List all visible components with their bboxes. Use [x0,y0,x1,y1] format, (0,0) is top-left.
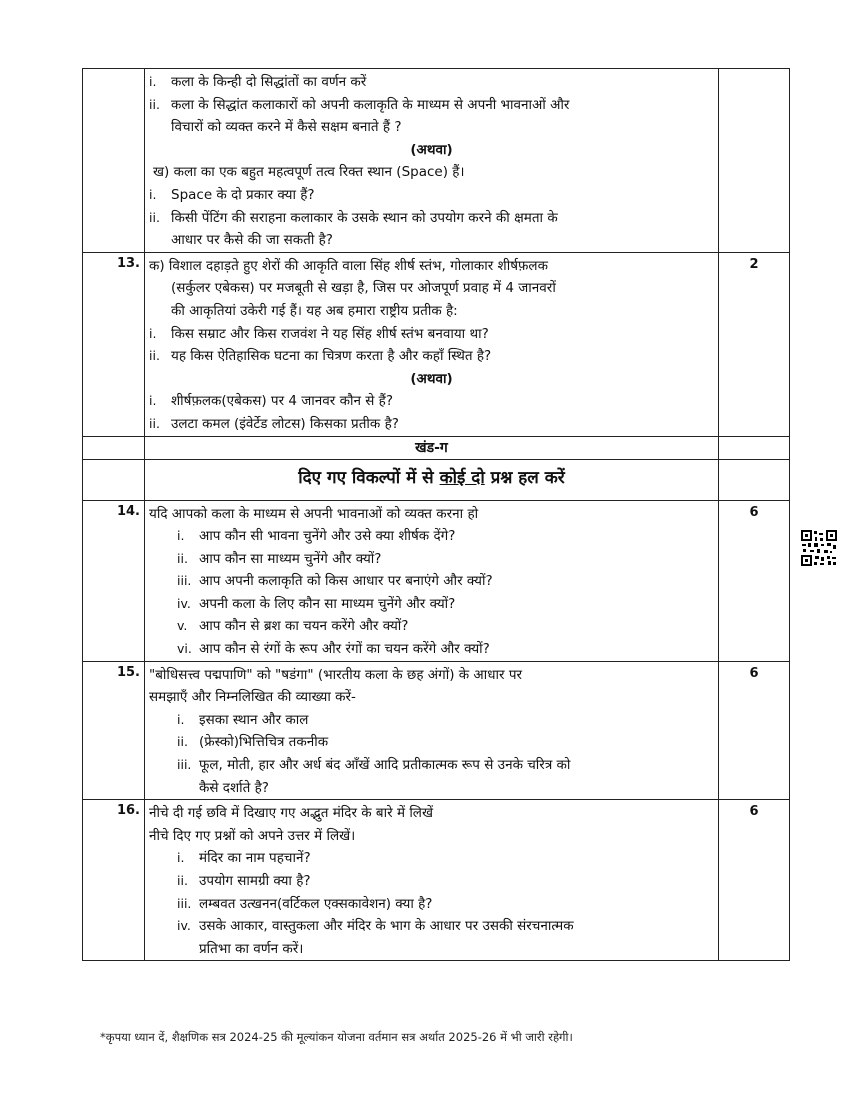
item-continuation: विचारों को व्यक्त करने में कैसे सक्षम बनाते हैं ? [171,119,402,136]
item-text: उलटा कमल (इंवेर्टेड लोटस) किसका प्रतीक है? [171,415,399,432]
empty-cell [83,459,145,500]
question-number: 14. [83,500,145,661]
question-number [83,69,145,253]
item-roman: ii. [149,209,160,225]
marks-cell: 2 [719,252,790,436]
item-text: आप कौन से रंगों के रूप और रंगों का चयन करेंगे और क्यों? [199,641,490,658]
item-text: मंदिर का नाम पहचानें? [199,850,311,867]
question-number: 15. [83,661,145,800]
marks-cell [719,69,790,253]
instruction-pre: दिए गए विकल्पों में से [298,467,440,488]
instruction-text [145,459,719,500]
question-number: 16. [83,800,145,961]
intro-line: "बोधिसत्त्व पद्मपाणि" को "षडंगा" (भारतीय कला के छह अंगों) के आधार पर [149,666,523,683]
instruction-post: प्रश्न हल करें [484,467,565,488]
question-row-15 [83,661,790,800]
question-body [145,69,719,253]
item-text: आप कौन सी भावना चुनेंगे और उसे क्या शीर्षक देंगे? [199,528,456,545]
item-roman: ii. [149,348,160,364]
instruction-row [83,459,790,500]
item-text: आप कौन सा माध्यम चुनेंगे और क्यों? [199,550,382,567]
item-text: अपनी कला के लिए कौन सा माध्यम चुनेंगे और क्यों? [199,595,456,612]
intro-line: नीचे दिए गए प्रश्नों को अपने उत्तर में लिखें। [149,827,356,844]
item-roman: iii. [177,757,192,773]
item-roman: iv. [177,595,191,611]
item-roman: i. [177,711,185,727]
item-continuation: प्रतिभा का वर्णन करें। [199,940,304,957]
marks-cell: 6 [719,800,790,961]
item-roman: i. [149,186,157,202]
intro-line: नीचे दी गई छवि में दिखाए गए अद्भुत मंदिर के बारे में लिखें [149,805,434,822]
item-roman: i. [149,393,157,409]
item-roman: vi. [177,641,192,657]
item-text: शीर्षफ़लक(एबेकस) पर 4 जानवर कौन से हैं? [171,393,393,410]
item-roman: i. [149,74,157,89]
item-roman: ii. [149,96,160,112]
item-text: आप कौन से ब्रश का चयन करेंगे और क्यों? [199,618,409,635]
question-body [145,800,719,961]
item-text: कला के सिद्धांत कलाकारों को अपनी कलाकृति के माध्यम से अपनी भावनाओं और [171,96,570,113]
item-roman: v. [177,618,188,634]
question-table [82,68,790,961]
section-title: खंड-ग [145,436,719,459]
intro-line: क) विशाल दहाड़ते हुए शेरों की आकृति वाला सिंह शीर्ष स्तंभ, गोलाकार शीर्षफ़लक [149,257,548,274]
item-text: कला के किन्ही दो सिद्धांतों का वर्णन करें [171,74,367,90]
intro-line: (सर्कुलर एबेकस) पर मजबूती से खड़ा है, जिस पर ओजपूर्ण प्रवाह में 4 जानवरों [171,280,556,297]
intro-line: यदि आपको कला के माध्यम से अपनी भावनाओं को व्यक्त करना हो [149,505,479,522]
item-continuation: कैसे दर्शाते है? [199,779,269,796]
item-text: फूल, मोती, हार और अर्ध बंद आँखें आदि प्रतीकात्मक रूप से उनके चरित्र को [199,757,571,774]
empty-cell [719,436,790,459]
question-body [145,661,719,800]
item-roman: i. [177,850,185,866]
question-row-13 [83,252,790,436]
or-divider: (अथवा) [410,370,453,387]
item-text: उसके आकार, वास्तुकला और मंदिर के भाग के आधार पर उसकी संरचनात्मक [199,918,574,935]
question-row-12 [83,69,790,253]
item-roman: ii. [177,734,188,750]
item-text: इसका स्थान और काल [199,711,309,728]
item-text: किसी पेंटिंग की सराहना कलाकार के उसके स्थान को उपयोग करने की क्षमता के [171,209,558,226]
item-roman: i. [177,528,185,544]
item-text: यह किस ऐतिहासिक घटना का चित्रण करता है और कहाँ स्थित है? [171,348,492,365]
instruction-underlined: कोई दो [439,467,485,488]
item-text: किस सम्राट और किस राजवंश ने यह सिंह शीर्ष स्तंभ बनवाया था? [171,325,489,342]
item-roman: iii. [177,573,192,589]
question-row-16 [83,800,790,961]
question-number: 13. [83,252,145,436]
item-continuation: आधार पर कैसे की जा सकती है? [171,232,333,249]
qr-code-icon [800,529,838,567]
empty-cell [719,459,790,500]
empty-cell [83,436,145,459]
item-roman: ii. [177,873,188,888]
marks-cell: 6 [719,661,790,800]
footer-note: *कृपया ध्यान दें, शैक्षणिक सत्र 2024-25 की मूल्यांकन योजना वर्तमान सत्र अर्थात 2025-26 में भी जारी रहेगी। [100,1030,573,1044]
section-row [83,436,790,459]
item-roman: iv. [177,918,191,934]
question-body [145,500,719,661]
item-text: Space के दो प्रकार क्या हैं? [171,186,315,203]
item-text: (फ्रेस्को)भित्तिचित्र तकनीक [199,734,329,751]
item-roman: ii. [149,415,160,431]
item-text: उपयोग सामग्री क्या है? [199,873,311,889]
intro-line: की आकृतियां उकेरी गई हैं। यह अब हमारा राष्ट्रीय प्रतीक है: [171,302,458,319]
item-text: आप अपनी कलाकृति को किस आधार पर बनाएंगे और क्यों? [199,573,493,590]
item-text: लम्बवत उत्खनन(वर्टिकल एक्सकावेशन) क्या है? [199,895,433,912]
question-body [145,252,719,436]
or-divider: (अथवा) [410,141,453,158]
marks-cell: 6 [719,500,790,661]
subquestion-kha: ख) कला का एक बहुत महत्वपूर्ण तत्व रिक्त स्थान (Space) हैं। [153,164,465,181]
question-row-14 [83,500,790,661]
item-roman: iii. [177,895,192,911]
intro-line: समझाएँ और निम्नलिखित की व्याख्या करें- [149,689,356,706]
item-roman: i. [149,325,157,341]
item-roman: ii. [177,550,188,566]
